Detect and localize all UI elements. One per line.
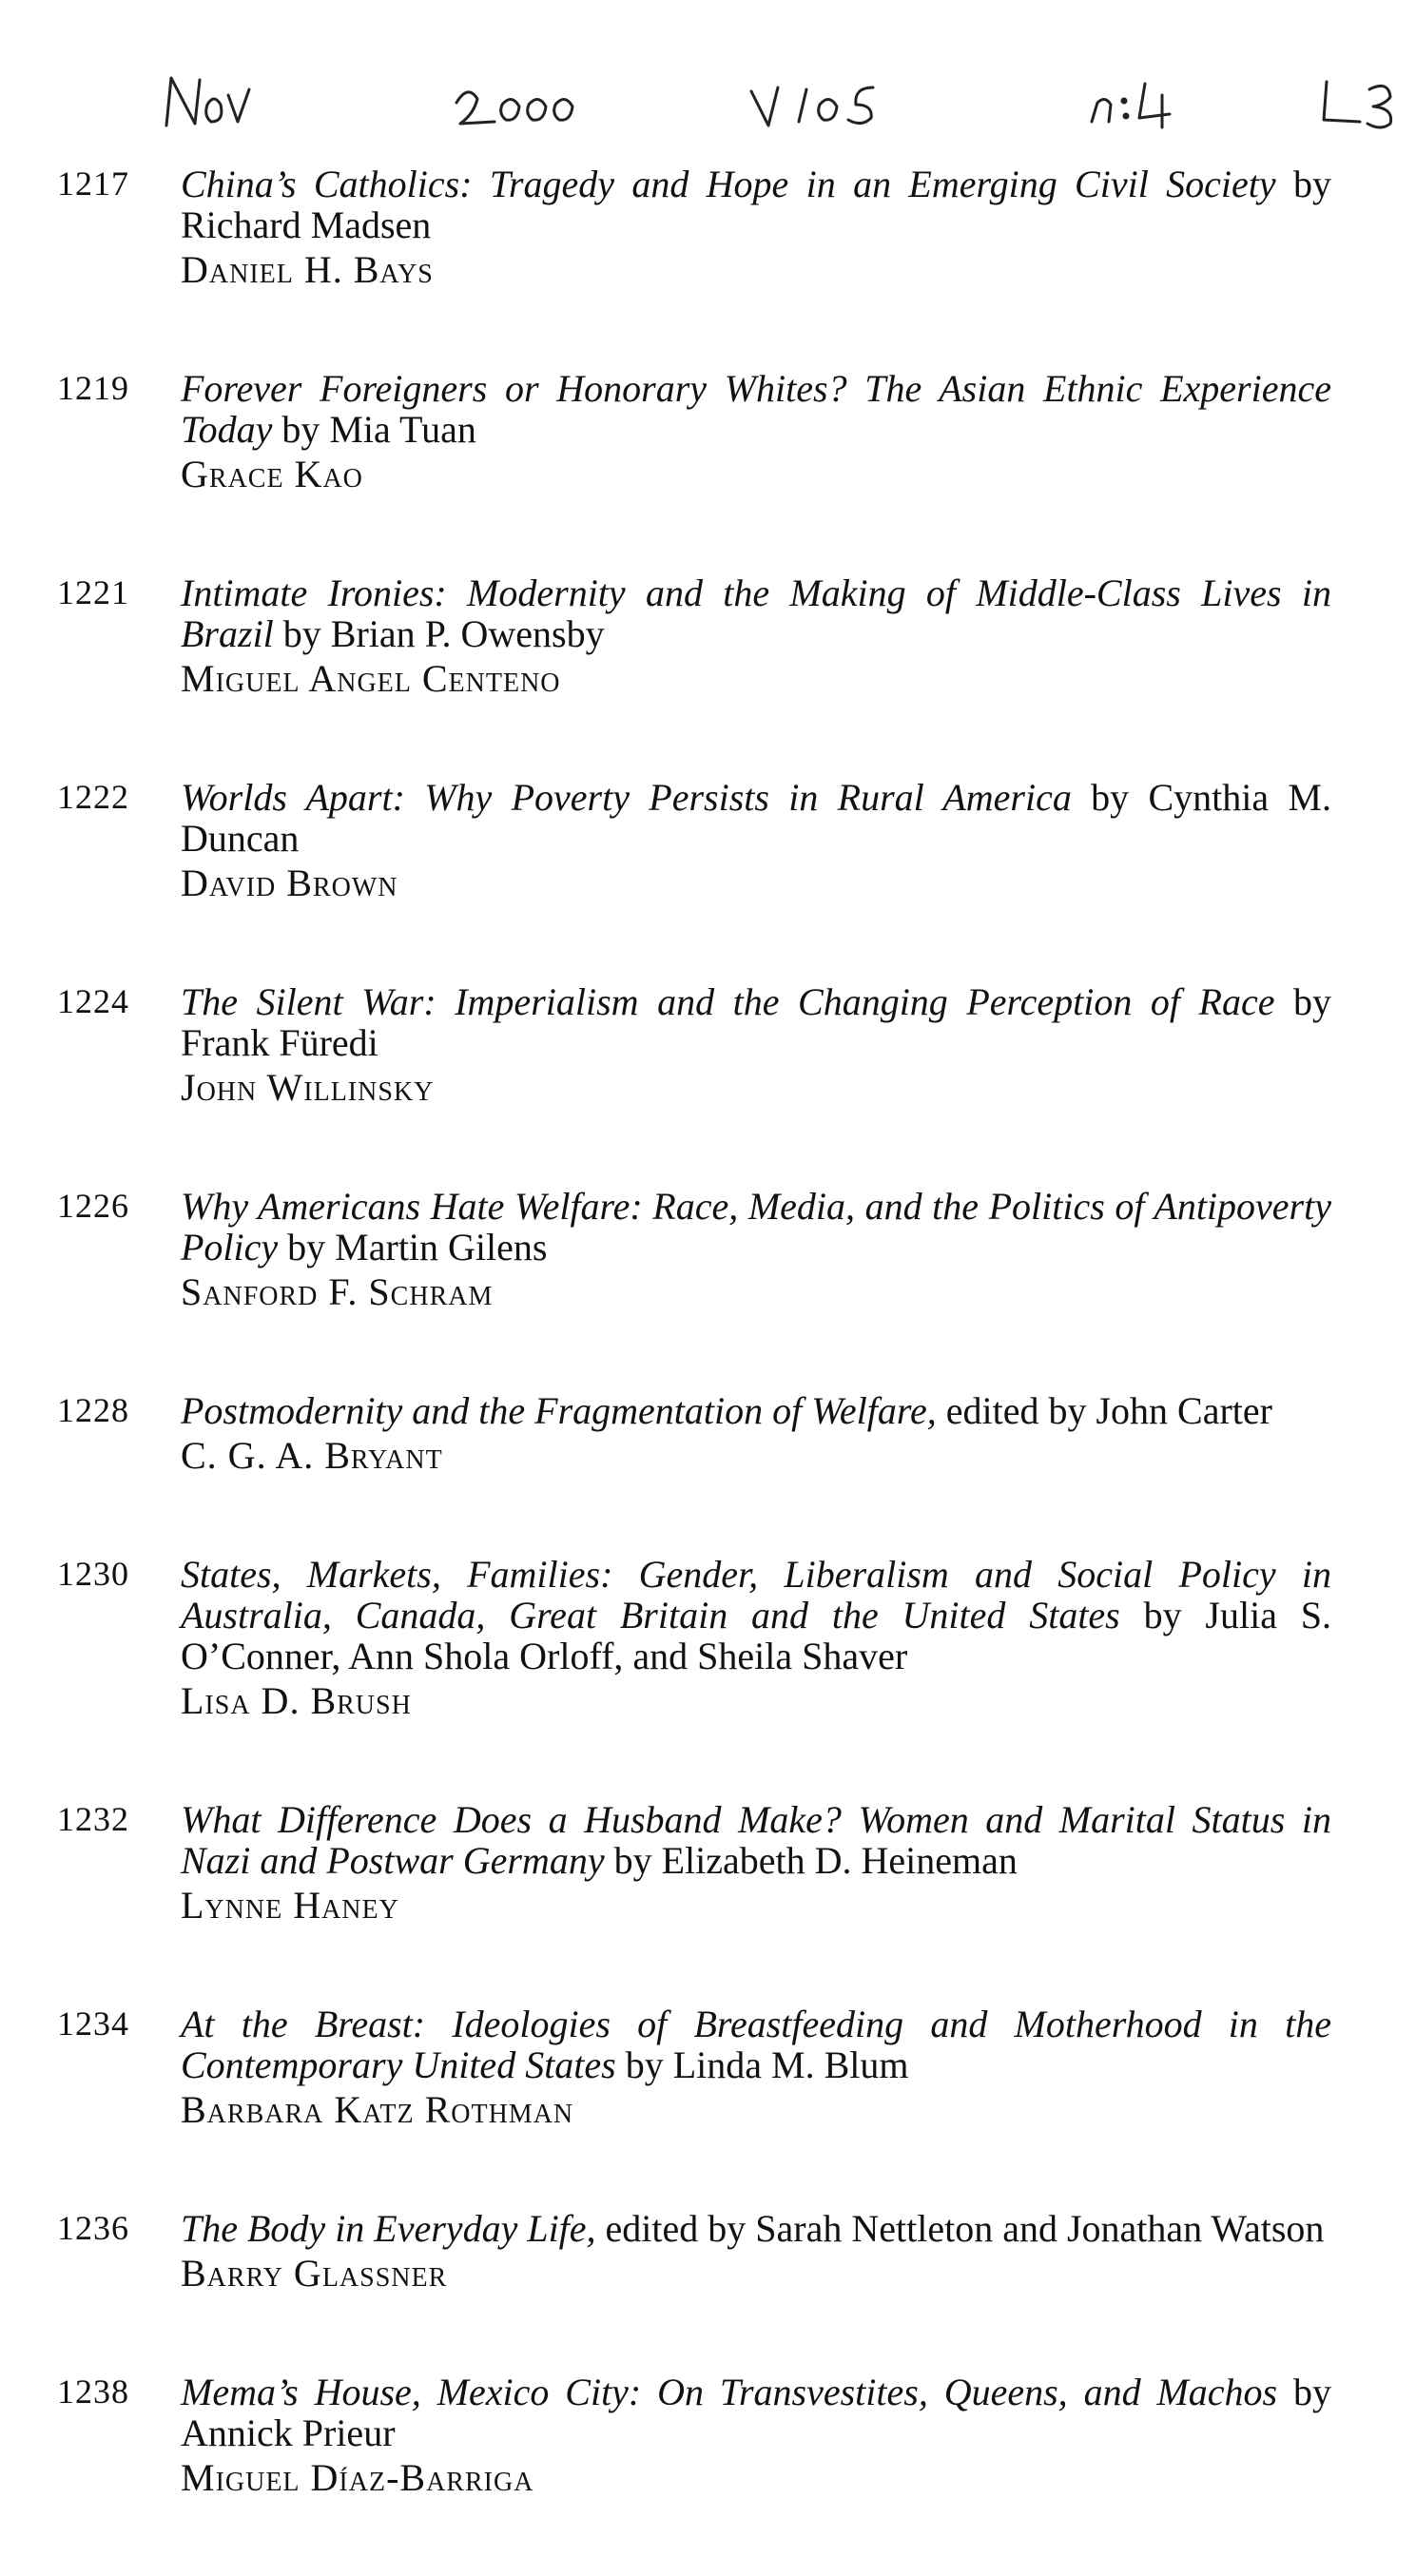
review-entry	[57, 1554, 1331, 1721]
reviewer-name: Lynne Haney	[181, 1884, 399, 1927]
book-title: Postmodernity and the Fragmentation of Welfare,	[181, 1389, 937, 1432]
page-number: 1236	[57, 2209, 129, 2247]
entry-body	[181, 1390, 1331, 1476]
entry-body	[181, 981, 1331, 1108]
reviewer-name: Daniel H. Bays	[181, 248, 434, 291]
book-description	[181, 777, 1331, 859]
reviewer-name: Miguel Angel Centeno	[181, 657, 561, 700]
book-byline: by Linda M. Blum	[615, 2043, 909, 2086]
book-description	[181, 164, 1331, 245]
book-byline: by Cynthia M. Duncan	[181, 776, 1331, 860]
page-number: 1232	[57, 1800, 129, 1838]
page-number: 1219	[57, 369, 129, 407]
page-number: 1230	[57, 1555, 129, 1593]
entry-body	[181, 164, 1331, 290]
book-byline: by Elizabeth D. Heineman	[604, 1839, 1018, 1882]
book-description	[181, 2372, 1331, 2453]
book-title: The Silent War: Imperialism and the Changing Perception of Race	[181, 980, 1275, 1023]
review-entry	[57, 1186, 1331, 1312]
entry-body	[181, 572, 1331, 699]
book-byline: by Julia S. O’Conner, Ann Shola Orloff, and Sheila Shaver	[181, 1594, 1332, 1677]
book-title: Intimate Ironies: Modernity and the Making of Middle-Class Lives in Brazil	[181, 571, 1331, 655]
review-entry	[57, 777, 1331, 903]
reviewer-name: Sanford F. Schram	[181, 1270, 494, 1313]
handwritten-annotation	[0, 67, 1416, 143]
page-number: 1234	[57, 2005, 129, 2043]
book-description	[181, 1186, 1331, 1268]
review-entry	[57, 1390, 1331, 1476]
reviewer-name: Barbara Katz Rothman	[181, 2088, 574, 2131]
entry-body	[181, 777, 1331, 903]
book-title: Worlds Apart: Why Poverty Persists in Rural America	[181, 776, 1072, 819]
book-byline: by Richard Madsen	[181, 163, 1331, 246]
reviewer-name: Barry Glassner	[181, 2252, 448, 2295]
book-description	[181, 1554, 1331, 1676]
page-number: 1226	[57, 1187, 129, 1225]
review-entry	[57, 981, 1331, 1108]
book-byline: by Annick Prieur	[181, 2371, 1332, 2454]
book-title: Mema’s House, Mexico City: On Transvestites, Queens, and Machos	[181, 2371, 1278, 2413]
book-byline: by Martin Gilens	[278, 1226, 548, 1269]
book-description	[181, 1799, 1331, 1881]
entry-body	[181, 2208, 1331, 2294]
book-title: The Body in Everyday Life,	[181, 2207, 596, 2250]
book-description	[181, 572, 1331, 654]
entry-body	[181, 1186, 1331, 1312]
book-byline: by Brian P. Owensby	[273, 612, 605, 655]
book-byline: by Frank Füredi	[181, 980, 1332, 1064]
book-description	[181, 2208, 1331, 2249]
reviewer-name: David Brown	[181, 862, 398, 904]
book-description	[181, 1390, 1331, 1431]
reviewer-name: Miguel Díaz-Barriga	[181, 2456, 534, 2499]
entry-body	[181, 1554, 1331, 1721]
book-description	[181, 368, 1331, 450]
page-number: 1224	[57, 982, 129, 1020]
page-number: 1228	[57, 1391, 129, 1429]
review-entry	[57, 2004, 1331, 2130]
entry-body	[181, 2372, 1331, 2498]
page-number: 1222	[57, 778, 129, 816]
page-number: 1221	[57, 573, 129, 611]
book-byline: edited by Sarah Nettleton and Jonathan Watson	[595, 2207, 1325, 2250]
page-number: 1238	[57, 2373, 129, 2411]
entry-body	[181, 1799, 1331, 1926]
book-title: States, Markets, Families: Gender, Liberalism and Social Policy in Australia, Canada, Great Britain and the United States	[181, 1553, 1331, 1637]
book-byline: by Mia Tuan	[272, 408, 476, 451]
book-description	[181, 981, 1331, 1063]
book-title: What Difference Does a Husband Make? Women and Marital Status in Nazi and Postwar Germany	[181, 1798, 1331, 1882]
book-title: Forever Foreigners or Honorary Whites? The Asian Ethnic Experience Today	[181, 367, 1331, 451]
review-entry	[57, 164, 1331, 290]
reviewer-name: C. G. A. Bryant	[181, 1434, 443, 1477]
book-title: China’s Catholics: Tragedy and Hope in an Emerging Civil Society	[181, 163, 1276, 205]
review-entry	[57, 1799, 1331, 1926]
review-entry	[57, 368, 1331, 494]
entry-body	[181, 368, 1331, 494]
review-entry	[57, 572, 1331, 699]
review-entry	[57, 2372, 1331, 2498]
book-title: At the Breast: Ideologies of Breastfeeding and Motherhood in the Contemporary United States	[181, 2003, 1331, 2086]
book-byline: edited by John Carter	[936, 1389, 1272, 1432]
reviewer-name: Lisa D. Brush	[181, 1679, 412, 1722]
reviewer-name: John Willinsky	[181, 1066, 435, 1109]
page-number: 1217	[57, 165, 129, 203]
book-description	[181, 2004, 1331, 2085]
entry-body	[181, 2004, 1331, 2130]
book-title: Why Americans Hate Welfare: Race, Media, and the Politics of Antipoverty Policy	[181, 1185, 1331, 1269]
review-list	[57, 164, 1331, 2576]
reviewer-name: Grace Kao	[181, 453, 363, 495]
review-entry	[57, 2208, 1331, 2294]
